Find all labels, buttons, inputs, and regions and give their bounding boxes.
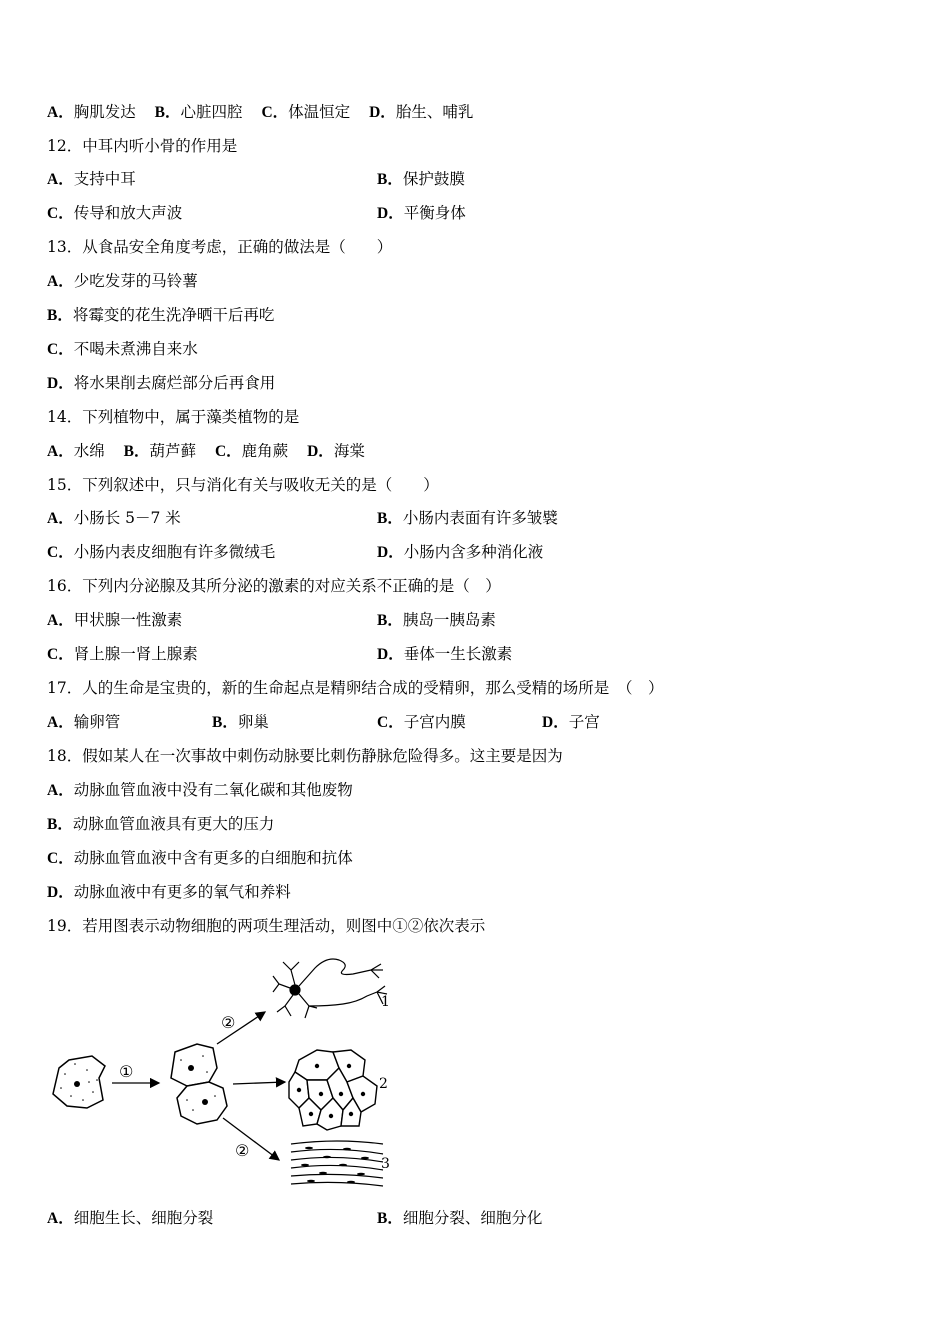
q13-option-b-text: 将霉变的花生洗净晒干后再吃 [72,306,275,324]
q11-option-d-text: 胎生、哺乳 [395,103,474,121]
q16-option-a-text: 甲状腺一性激素 [73,611,183,629]
q16-option-a-label: A． [47,612,74,629]
q15-option-c [47,541,275,563]
q18-option-a-label: A． [47,782,74,799]
q17-option-a-text: 输卵管 [73,713,121,731]
q15-option-d-text: 小肠内含多种消化液 [403,543,544,561]
q11-option-c-text: 体温恒定 [288,103,351,121]
q11-option-a-label: A． [47,104,74,121]
q17-option-d-text: 子宫 [568,713,600,731]
q17-option-b [212,711,269,733]
q19-option-b-text: 细胞分裂、细胞分化 [402,1209,543,1227]
q18-option-d-label: D． [47,884,74,901]
q18-option-c [47,847,353,869]
q12-option-a-label: A． [47,171,74,188]
q19-option-a-label: A． [47,1210,74,1227]
q12-option-c-label: C． [47,205,74,222]
q14-option-d-label: D． [307,443,334,460]
q13-stem: 13．从食品安全角度考虑，正确的做法是（ ） [47,238,393,256]
q12-option-a [47,168,136,190]
q17-option-d-label: D． [542,714,569,731]
q14-option-d-text: 海棠 [333,442,365,460]
q12-stem: 12．中耳内听小骨的作用是 [47,137,238,155]
q13-option-c-text: 不喝未煮沸自来水 [73,340,198,358]
q18-option-d-text: 动脉血液中有更多的氧气和养料 [73,883,291,901]
muscle-tissue [291,1141,383,1186]
q17-option-d [542,711,600,733]
q19-option-a-text: 细胞生长、细胞分裂 [73,1209,214,1227]
q16-option-b-label: B． [377,612,403,629]
q15-stem: 15．下列叙述中，只与消化有关与吸收无关的是（ ） [47,476,439,494]
q15-option-a-label: A． [47,510,74,527]
q13-option-d-text: 将水果削去腐烂部分后再食用 [73,374,276,392]
arrow-2-top-label: ② [221,1013,236,1032]
q15-option-b-text: 小肠内表面有许多皱襞 [402,509,558,527]
q17-stem: 17．人的生命是宝贵的，新的生命起点是精卵结合成的受精卵，那么受精的场所是 （ ） [47,679,664,697]
q17-option-c [377,711,466,733]
q16-option-d [377,643,512,665]
q18-stem: 18．假如某人在一次事故中刺伤动脉要比刺伤静脉危险得多。这主要是因为 [47,747,563,765]
q19-option-b [377,1207,542,1229]
q13-option-a [47,270,198,292]
q16-option-c-label: C． [47,646,74,663]
q11-option-b-label: B． [154,104,181,121]
single-cell [53,1056,105,1108]
q13-option-b-label: B． [47,307,73,324]
q16-stem: 16．下列内分泌腺及其所分泌的激素的对应关系不正确的是（ ） [47,577,501,595]
q17-option-c-label: C． [377,714,404,731]
q12-option-b-text: 保护鼓膜 [402,170,465,188]
q12-option-d [377,202,466,224]
q14-option-c-text: 鹿角蕨 [241,442,289,460]
arrow-to-tissue-2 [233,1082,285,1084]
q13-option-a-label: A． [47,273,74,290]
q17-option-c-text: 子宫内膜 [403,713,466,731]
q13-option-d-label: D． [47,375,74,392]
q16-option-c-text: 肾上腺一肾上腺素 [73,645,198,663]
q14-option-a-text: 水绵 [73,442,105,460]
nerve-cell [273,959,387,1018]
q12-option-c-text: 传导和放大声波 [73,204,183,222]
q12-option-b [377,168,465,190]
q13-option-b [47,304,274,326]
q14-option-a-label: A． [47,443,74,460]
q13-option-c [47,338,198,360]
q15-option-d [377,541,543,563]
q12-option-c [47,202,182,224]
q17-option-b-label: B． [212,714,238,731]
q16-option-b-text: 胰岛一胰岛素 [402,611,496,629]
q17-option-a [47,711,120,733]
q18-option-b-label: B． [47,816,73,833]
q15-option-b-label: B． [377,510,403,527]
q11-options [47,101,473,123]
epithelial-tissue [289,1050,377,1130]
q19-stem: 19．若用图表示动物细胞的两项生理活动，则图中①②依次表示 [47,917,486,935]
q13-option-d [47,372,275,394]
arrow-2-bottom [223,1118,279,1160]
q11-option-d-label: D． [369,104,396,121]
arrow-1-label: ① [119,1062,134,1081]
q18-option-d [47,881,291,903]
q12-option-a-text: 支持中耳 [73,170,136,188]
q14-option-b-text: 葫芦藓 [149,442,197,460]
q13-option-c-label: C． [47,341,74,358]
q18-option-b-text: 动脉血管血液具有更大的压力 [72,815,275,833]
q17-option-a-label: A． [47,714,74,731]
q15-option-b [377,507,558,529]
q18-option-c-label: C． [47,850,74,867]
q11-option-a-text: 胸肌发达 [73,103,136,121]
q19-option-a [47,1207,213,1229]
arrow-2-bottom-label: ② [235,1141,250,1160]
q18-option-c-text: 动脉血管血液中含有更多的白细胞和抗体 [73,849,353,867]
q16-option-c [47,643,198,665]
q11-option-c-label: C． [261,104,289,121]
cell-differentiation-diagram [47,948,397,1193]
q13-option-a-text: 少吃发芽的马铃薯 [73,272,198,290]
q15-option-c-label: C． [47,544,74,561]
q18-option-b [47,813,274,835]
q12-option-d-label: D． [377,205,404,222]
q12-option-b-label: B． [377,171,403,188]
q12-option-d-text: 平衡身体 [403,204,466,222]
q11-option-b-text: 心脏四腔 [180,103,243,121]
q14-options [47,440,365,462]
q16-option-b [377,609,496,631]
q18-option-a [47,779,353,801]
q14-option-c-label: C． [214,443,242,460]
q16-option-d-label: D． [377,646,404,663]
q15-option-a-text: 小肠长 5－7 米 [73,509,181,527]
tissue-2-label: 2 [379,1076,388,1092]
two-cells [171,1044,227,1124]
q16-option-d-text: 垂体一生长激素 [403,645,513,663]
q17-option-b-text: 卵巢 [237,713,269,731]
q18-option-a-text: 动脉血管血液中没有二氧化碳和其他废物 [73,781,353,799]
q16-option-a [47,609,182,631]
q19-option-b-label: B． [377,1210,403,1227]
tissue-3-label: 3 [381,1156,390,1172]
q15-option-a [47,507,181,529]
tissue-1-label: 1 [381,994,390,1010]
q15-option-c-text: 小肠内表皮细胞有许多微绒毛 [73,543,276,561]
q14-option-b-label: B． [123,443,150,460]
q15-option-d-label: D． [377,544,404,561]
q14-stem: 14．下列植物中，属于藻类植物的是 [47,408,300,426]
